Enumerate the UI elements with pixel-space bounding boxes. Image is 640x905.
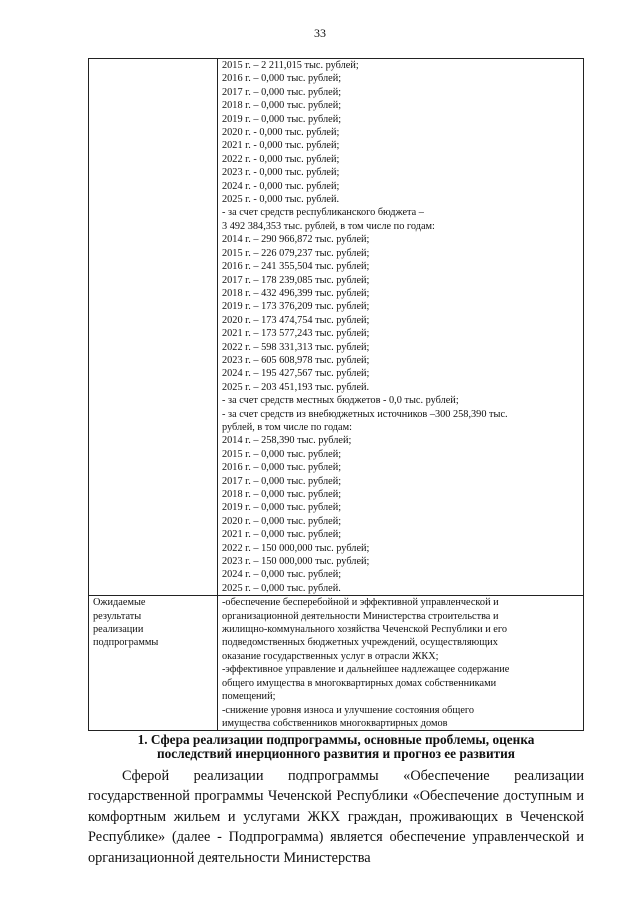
- section-heading: [88, 733, 584, 761]
- funding-line: 2020 г. – 0,000 тыс. рублей;: [222, 515, 342, 527]
- funding-line: 2019 г. – 0,000 тыс. рублей;: [222, 502, 342, 514]
- funding-line: 2020 г. - 0,000 тыс. рублей;: [222, 127, 340, 139]
- results-line: жилищно-коммунального хозяйства Чеченской Республики и его: [222, 624, 507, 636]
- funding-line: 2024 г. – 0,000 тыс. рублей;: [222, 569, 342, 581]
- funding-line: 2018 г. – 0,000 тыс. рублей;: [222, 100, 342, 112]
- results-line: общего имущества в многоквартирных домах собственниками: [222, 677, 497, 689]
- results-cell: [218, 596, 584, 731]
- section-heading-line: последствий инерционного развития и прогноз ее развития: [156, 746, 516, 761]
- funding-line: 2014 г. – 290 966,872 тыс. рублей;: [222, 234, 370, 246]
- funding-line: 2017 г. – 178 239,085 тыс. рублей;: [222, 274, 370, 286]
- results-label-line: подпрограммы: [93, 637, 159, 649]
- funding-line: 2014 г. – 258,390 тыс. рублей;: [222, 435, 352, 447]
- results-line: -снижение уровня износа и улучшение состояния общего: [222, 704, 475, 716]
- funding-line: рублей, в том числе по годам:: [222, 421, 352, 433]
- funding-line: - за счет средств из внебюджетных источников –300 258,390 тыс.: [222, 408, 508, 420]
- funding-line: 2024 г. - 0,000 тыс. рублей;: [222, 180, 340, 192]
- funding-line: 2021 г. - 0,000 тыс. рублей;: [222, 140, 340, 152]
- funding-line: 2022 г. – 150 000,000 тыс. рублей;: [222, 542, 370, 554]
- funding-line: 2015 г. – 2 211,015 тыс. рублей;: [222, 60, 359, 71]
- funding-line: 2023 г. – 605 608,978 тыс. рублей;: [222, 354, 370, 366]
- funding-line: - за счет средств местных бюджетов - 0,0 тыс. рублей;: [222, 395, 459, 407]
- funding-line: 2023 г. - 0,000 тыс. рублей;: [222, 167, 340, 179]
- funding-line: 2022 г. - 0,000 тыс. рублей;: [222, 153, 340, 165]
- results-label-line: результаты: [93, 610, 142, 622]
- funding-line: 2017 г. – 0,000 тыс. рублей;: [222, 475, 342, 487]
- funding-line: 2019 г. – 173 376,209 тыс. рублей;: [222, 301, 370, 313]
- funding-line: 2023 г. – 150 000,000 тыс. рублей;: [222, 556, 370, 568]
- results-line: оказание государственных услуг в отрасли ЖКХ;: [222, 650, 439, 662]
- results-line: помещений;: [222, 691, 276, 703]
- results-line: организационной деятельности Министерства строительства и: [222, 610, 499, 622]
- funding-line: 2017 г. – 0,000 тыс. рублей;: [222, 86, 342, 98]
- funding-line: 2024 г. – 195 427,567 тыс. рублей;: [222, 368, 370, 380]
- table-cell-label-empty: [89, 59, 218, 596]
- funding-line: 2025 г. - 0,000 тыс. рублей.: [222, 194, 340, 206]
- section-paragraph: Сферой реализации подпрограммы «Обеспечение реализации государственной программы Чеченской Республики «Обеспечение доступным и комфортным жильем и услугами ЖКХ граждан, проживающих в Чеченской Республике» (далее - Подпрограмма) является обеспечение управленческой и организационной деятельности Министерства: [88, 768, 584, 866]
- funding-line: 2018 г. – 432 496,399 тыс. рублей;: [222, 287, 370, 299]
- funding-line: 2015 г. – 0,000 тыс. рублей;: [222, 448, 342, 460]
- results-label-line: Ожидаемые: [93, 597, 146, 609]
- page-number: 33: [314, 26, 326, 40]
- funding-line: 2016 г. – 241 355,504 тыс. рублей;: [222, 261, 370, 273]
- funding-cell: [218, 59, 584, 596]
- table-row: [89, 59, 584, 596]
- funding-line: 3 492 384,353 тыс. рублей, в том числе по годам:: [222, 220, 435, 232]
- results-label-line: реализации: [93, 624, 144, 636]
- funding-line: 2020 г. – 173 474,754 тыс. рублей;: [222, 314, 370, 326]
- funding-line: 2021 г. – 173 577,243 тыс. рублей;: [222, 328, 370, 340]
- funding-line: 2025 г. – 203 451,193 тыс. рублей.: [222, 381, 370, 393]
- funding-line: - за счет средств республиканского бюджета –: [222, 207, 424, 219]
- funding-line: 2025 г. – 0,000 тыс. рублей.: [222, 582, 341, 594]
- passport-table: [88, 58, 584, 731]
- funding-line: 2016 г. – 0,000 тыс. рублей;: [222, 73, 342, 85]
- funding-line: 2021 г. – 0,000 тыс. рублей;: [222, 529, 342, 541]
- funding-line: 2019 г. – 0,000 тыс. рублей;: [222, 113, 342, 125]
- results-line: подведомственных бюджетных учреждений, осуществляющих: [222, 637, 498, 649]
- funding-line: 2018 г. – 0,000 тыс. рублей;: [222, 489, 342, 500]
- funding-line: 2015 г. – 226 079,237 тыс. рублей;: [222, 247, 370, 259]
- results-line: -обеспечение бесперебойной и эффективной управленческой и: [222, 597, 499, 609]
- section-heading-line: 1. Сфера реализации подпрограммы, основные проблемы, оценка: [137, 732, 535, 747]
- funding-line: 2022 г. – 598 331,313 тыс. рублей;: [222, 341, 370, 353]
- results-label-cell: [89, 596, 218, 731]
- results-line: имущества собственников многоквартирных домов: [222, 717, 448, 729]
- results-line: -эффективное управление и дальнейшее надлежащее содержание: [222, 664, 510, 676]
- funding-line: 2016 г. – 0,000 тыс. рублей;: [222, 462, 342, 474]
- table-row: [89, 596, 584, 731]
